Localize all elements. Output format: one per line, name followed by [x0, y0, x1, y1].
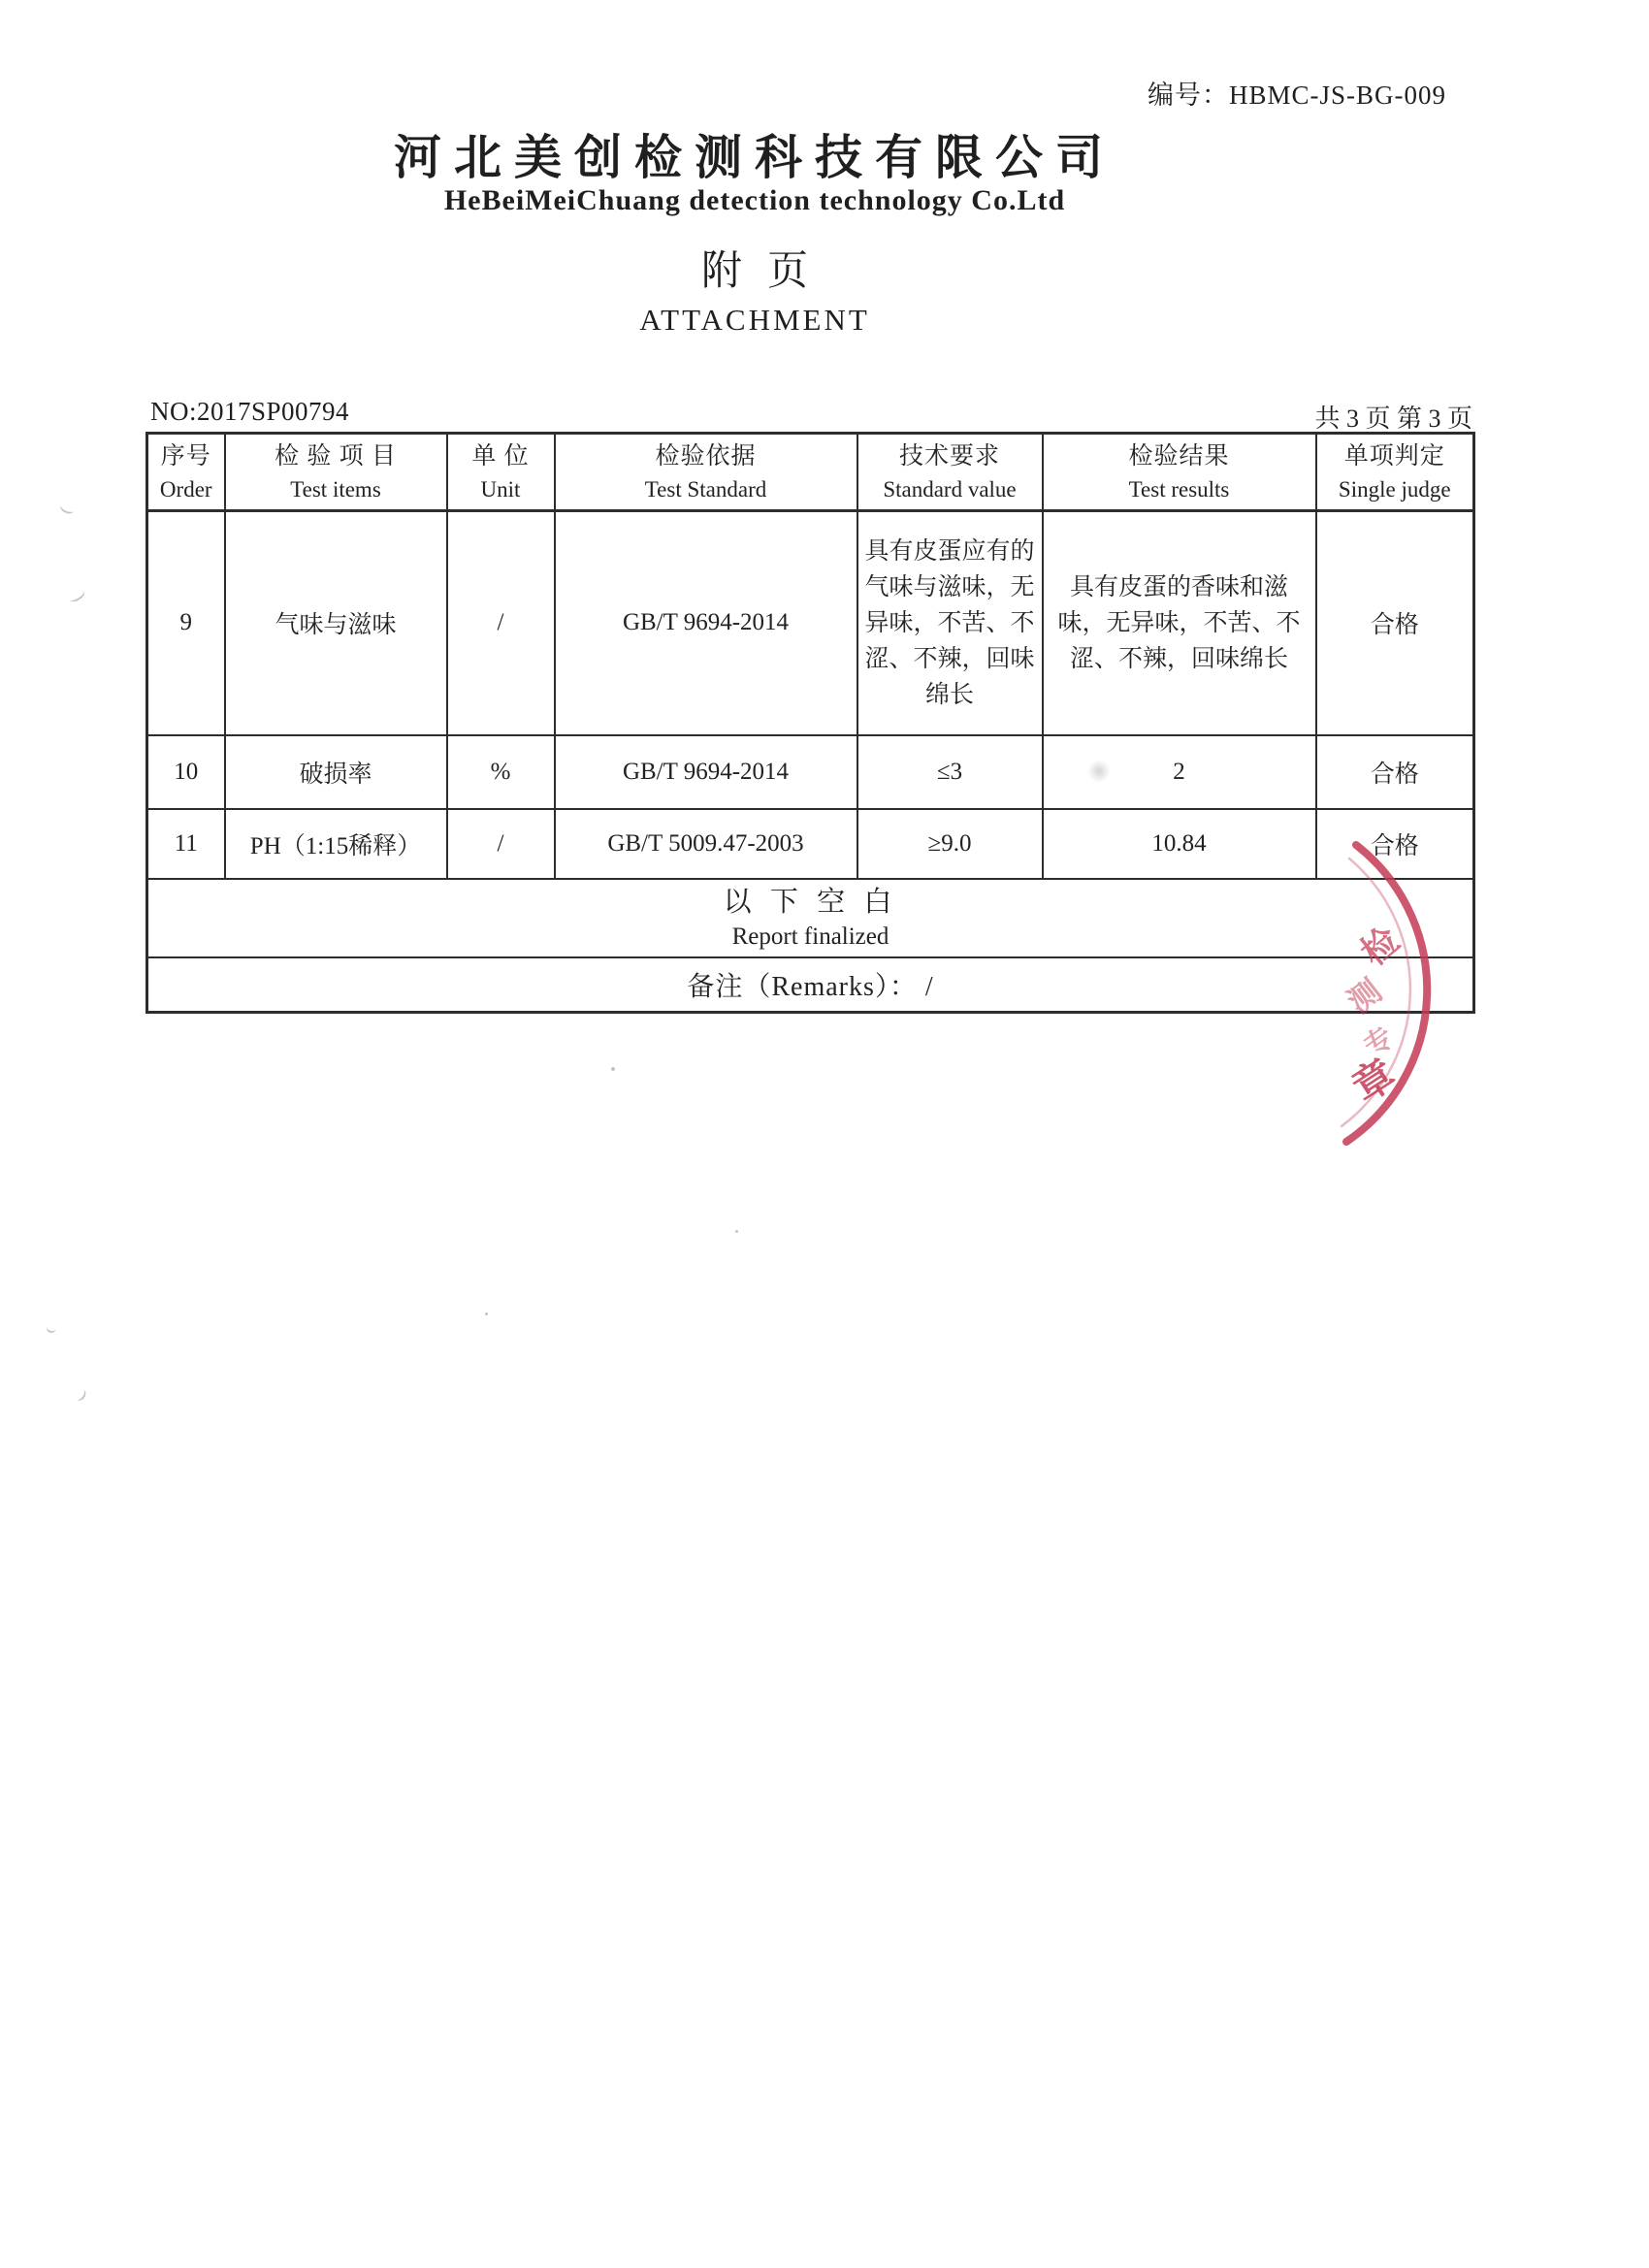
row11-order: 11 [147, 809, 225, 879]
page-count-info: 共 3 页 第 3 页 [1314, 405, 1472, 433]
doc-code: 编号：HBMC-JS-BG-009 [1148, 81, 1447, 110]
row10-order: 10 [147, 735, 225, 809]
scan-smudge [1086, 761, 1112, 782]
row11-item: PH（1:15稀释） [225, 809, 447, 879]
row9-judge: 合格 [1316, 511, 1474, 735]
header-test-results-en: Test results [1128, 476, 1230, 502]
header-single-judge [1316, 434, 1474, 511]
row11-judge: 合格 [1316, 809, 1474, 879]
scan-pencil-mark [46, 1321, 57, 1334]
row9-unit: / [447, 511, 555, 735]
table-row [147, 511, 1474, 735]
blank-filler-en: Report finalized [731, 923, 889, 950]
header-single-judge-en: Single judge [1338, 476, 1451, 502]
row10-result: 2 [1043, 735, 1316, 809]
blank-filler-cell [147, 879, 1474, 957]
header-test-results [1043, 434, 1316, 511]
attachment-title-en: ATTACHMENT [639, 303, 870, 337]
blank-filler-cn: 以 下 空 白 [723, 887, 898, 918]
header-test-items [225, 434, 447, 511]
seal-character: 专 [1358, 1021, 1401, 1063]
scan-pencil-mark [66, 586, 86, 604]
header-test-standard [555, 434, 857, 511]
scan-speck [735, 1230, 738, 1233]
scan-pencil-mark [72, 1386, 87, 1403]
header-test-standard-en: Test Standard [644, 476, 767, 502]
header-order-en: Order [159, 476, 212, 502]
row9-result: 具有皮蛋的香味和滋味，无异味，不苦、不涩、不辣，回味绵长 [1043, 511, 1316, 735]
header-order [147, 434, 225, 511]
row10-requirement: ≤3 [857, 735, 1043, 809]
header-unit-en: Unit [480, 476, 521, 502]
row10-unit: % [447, 735, 555, 809]
header-standard-value-cn: 技术要求 [898, 442, 1000, 470]
remarks-row [147, 957, 1474, 1013]
row9-requirement: 具有皮蛋应有的气味与滋味，无异味，不苦、不涩、不辣，回味绵长 [857, 511, 1043, 735]
row9-order: 9 [147, 511, 225, 735]
header-order-cn: 序号 [160, 442, 211, 470]
seal-character: 检 [1354, 920, 1407, 975]
row11-requirement: ≥9.0 [857, 809, 1043, 879]
row10-item: 破损率 [225, 735, 447, 809]
test-results-table [146, 432, 1475, 1014]
header-unit [447, 434, 555, 511]
scan-speck [611, 1067, 615, 1071]
header-standard-value [857, 434, 1043, 511]
header-unit-cn: 单 位 [471, 442, 530, 470]
header-single-judge-cn: 单项判定 [1343, 442, 1445, 470]
row11-standard: GB/T 5009.47-2003 [555, 809, 857, 879]
header-test-items-en: Test items [290, 476, 381, 502]
seal-character: 测 [1342, 973, 1389, 1021]
company-name-en: HeBeiMeiChuang detection technology Co.Ltd [443, 184, 1066, 216]
scan-pencil-mark [58, 500, 76, 515]
row9-item: 气味与滋味 [225, 511, 447, 735]
table-row [147, 735, 1474, 809]
row11-unit: / [447, 809, 555, 879]
header-test-items-cn: 检 验 项 目 [275, 442, 397, 470]
header-test-standard-cn: 检验依据 [655, 442, 757, 470]
seal-character: 章 [1345, 1052, 1405, 1113]
remarks-cell: 备注（Remarks）： / [147, 957, 1474, 1013]
header-test-results-cn: 检验结果 [1128, 442, 1230, 470]
table-header-row [147, 434, 1474, 511]
blank-filler-row [147, 879, 1474, 957]
row9-standard: GB/T 9694-2014 [555, 511, 857, 735]
company-name-cn: 河北美创检测科技有限公司 [393, 131, 1116, 184]
report-number: NO:2017SP00794 [150, 397, 350, 426]
row10-standard: GB/T 9694-2014 [555, 735, 857, 809]
attachment-title-cn: 附页 [700, 249, 833, 294]
scan-speck [485, 1312, 488, 1315]
row10-judge: 合格 [1316, 735, 1474, 809]
header-standard-value-en: Standard value [883, 476, 1017, 502]
row11-result: 10.84 [1043, 809, 1316, 879]
table-row [147, 809, 1474, 879]
